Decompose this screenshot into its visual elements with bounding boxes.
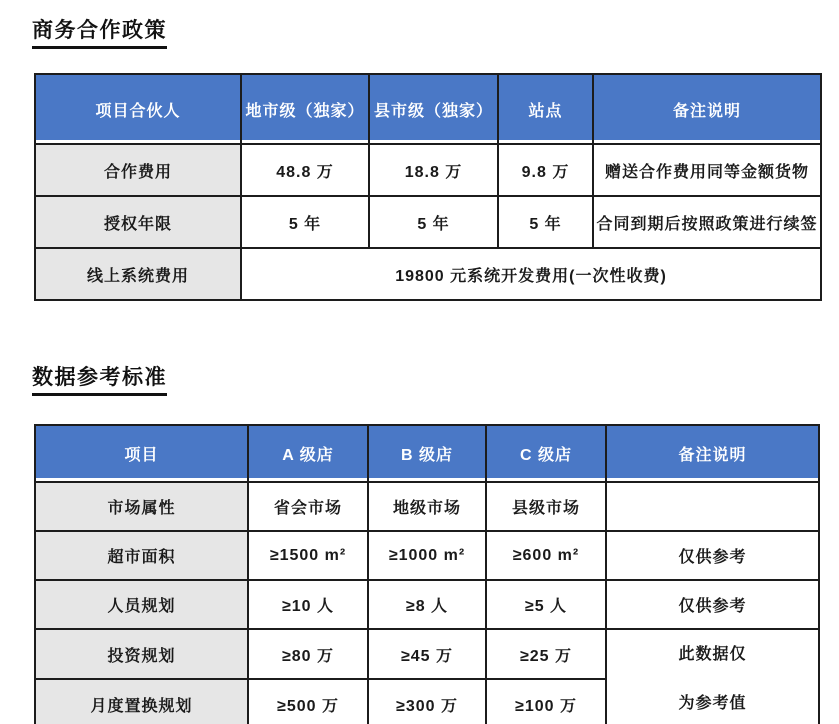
table-row-license-years bbox=[35, 196, 821, 248]
table-row-online-system-fee bbox=[35, 248, 821, 300]
note-cell-merged bbox=[606, 629, 819, 724]
table-header-row bbox=[35, 74, 821, 144]
value-cell: ≥100 万 bbox=[486, 679, 606, 724]
row-label-cell: 线上系统费用 bbox=[35, 248, 241, 300]
note-cell: 合同到期后按照政策进行续签 bbox=[593, 196, 821, 248]
table-header-row bbox=[35, 425, 819, 482]
data-reference-table bbox=[34, 424, 820, 724]
table-row-cooperation-fee bbox=[35, 144, 821, 196]
row-label-cell: 月度置换规划 bbox=[35, 679, 248, 724]
value-cell: 地级市场 bbox=[368, 482, 486, 531]
row-label-cell: 投资规划 bbox=[35, 629, 248, 679]
note-cell: 仅供参考 bbox=[606, 580, 819, 629]
note-cell bbox=[606, 482, 819, 531]
value-cell: ≥1500 m² bbox=[248, 531, 368, 580]
business-policy-table bbox=[34, 73, 822, 301]
value-cell: 5 年 bbox=[498, 196, 593, 248]
table-row-staff-plan bbox=[35, 580, 819, 629]
note-line: 此数据仅 bbox=[678, 646, 747, 664]
header-cell-partner: 项目合伙人 bbox=[35, 74, 241, 144]
row-label-cell: 市场属性 bbox=[35, 482, 248, 531]
value-cell: 县级市场 bbox=[486, 482, 606, 531]
value-cell: ≥8 人 bbox=[368, 580, 486, 629]
value-cell: 5 年 bbox=[241, 196, 369, 248]
header-cell-county-level: 县市级（独家） bbox=[369, 74, 498, 144]
table-row-investment-plan bbox=[35, 629, 819, 679]
value-cell: 9.8 万 bbox=[498, 144, 593, 196]
note-cell: 赠送合作费用同等金额货物 bbox=[593, 144, 821, 196]
value-cell: ≥80 万 bbox=[248, 629, 368, 679]
header-cell-store-b: B 级店 bbox=[368, 425, 486, 482]
table-row-supermarket-area bbox=[35, 531, 819, 580]
header-cell-remarks: 备注说明 bbox=[593, 74, 821, 144]
value-cell: ≥500 万 bbox=[248, 679, 368, 724]
value-cell: ≥45 万 bbox=[368, 629, 486, 679]
note-cell: 仅供参考 bbox=[606, 531, 819, 580]
value-cell: 5 年 bbox=[369, 196, 498, 248]
header-cell-remarks: 备注说明 bbox=[606, 425, 819, 482]
row-label-cell: 授权年限 bbox=[35, 196, 241, 248]
value-cell: 18.8 万 bbox=[369, 144, 498, 196]
header-cell-city-level: 地市级（独家） bbox=[241, 74, 369, 144]
header-cell-store-a: A 级店 bbox=[248, 425, 368, 482]
merged-value-cell: 19800 元系统开发费用(一次性收费) bbox=[241, 248, 821, 300]
header-cell-item: 项目 bbox=[35, 425, 248, 482]
value-cell: ≥10 人 bbox=[248, 580, 368, 629]
value-cell: 48.8 万 bbox=[241, 144, 369, 196]
value-cell: ≥600 m² bbox=[486, 531, 606, 580]
note-line: 为参考值 bbox=[678, 695, 747, 713]
row-label-cell: 超市面积 bbox=[35, 531, 248, 580]
section2-title: 数据参考标准 bbox=[32, 365, 167, 396]
header-cell-site: 站点 bbox=[498, 74, 593, 144]
value-cell: ≥25 万 bbox=[486, 629, 606, 679]
table-row-market-attribute bbox=[35, 482, 819, 531]
header-cell-store-c: C 级店 bbox=[486, 425, 606, 482]
value-cell: ≥300 万 bbox=[368, 679, 486, 724]
value-cell: ≥5 人 bbox=[486, 580, 606, 629]
value-cell: ≥1000 m² bbox=[368, 531, 486, 580]
row-label-cell: 合作费用 bbox=[35, 144, 241, 196]
section1-title: 商务合作政策 bbox=[32, 18, 167, 49]
value-cell: 省会市场 bbox=[248, 482, 368, 531]
row-label-cell: 人员规划 bbox=[35, 580, 248, 629]
